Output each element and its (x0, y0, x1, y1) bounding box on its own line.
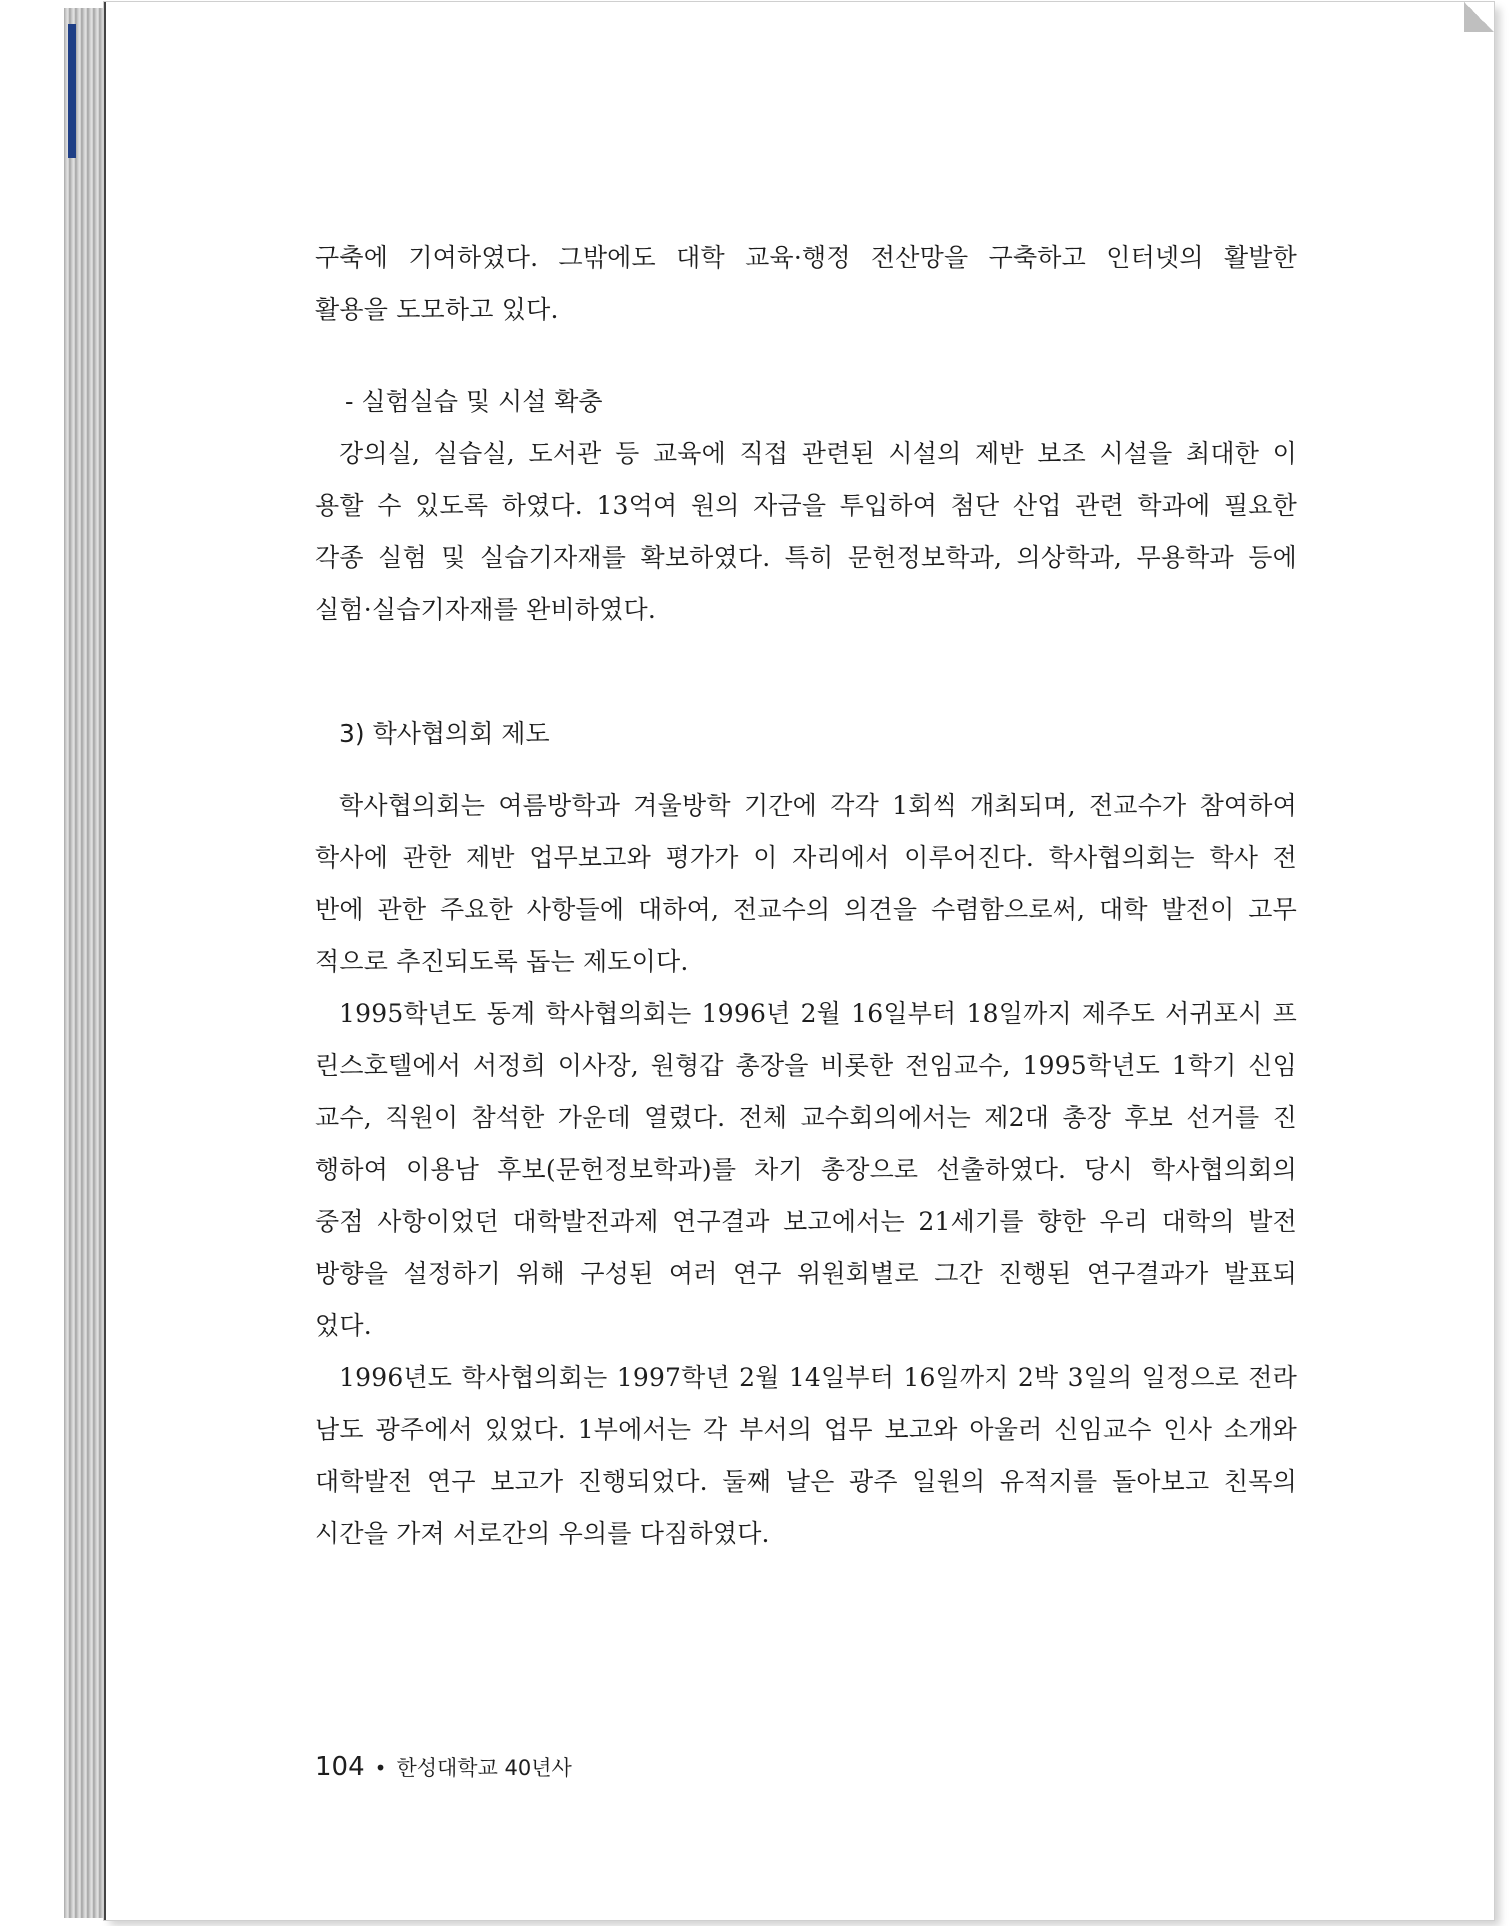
paragraph-line: 활용을 도모하고 있다. (315, 295, 559, 324)
paragraph-line: 행하여 이용남 후보(문헌정보학과)를 차기 총장으로 선출하였다. 당시 학사협의회의 (315, 1155, 1297, 1184)
paragraph-line: 남도 광주에서 있었다. 1부에서는 각 부서의 업무 보고와 아울러 신임교수 인사 소개와 (315, 1415, 1297, 1444)
paragraph-line: 학사협의회는 여름방학과 겨울방학 기간에 각각 1회씩 개최되며, 전교수가 참여하여 (339, 791, 1297, 820)
page-corner-fold (1464, 2, 1494, 32)
page-edge-stack (64, 8, 106, 1918)
paragraph-line: 교수, 직원이 참석한 가운데 열렸다. 전체 교수회의에서는 제2대 총장 후보 선거를 진 (315, 1103, 1297, 1132)
paragraph-line: 1995학년도 동계 학사협의회는 1996년 2월 16일부터 18일까지 제주도 서귀포시 프 (339, 999, 1297, 1028)
paragraph-line: 강의실, 실습실, 도서관 등 교육에 직접 관련된 시설의 제반 보조 시설을 최대한 이 (339, 439, 1297, 468)
page-number: 104 (315, 1752, 365, 1782)
paragraph-line: 중점 사항이었던 대학발전과제 연구결과 보고에서는 21세기를 향한 우리 대학의 발전 (315, 1207, 1297, 1236)
paragraph-line: 린스호텔에서 서정희 이사장, 원형갑 총장을 비롯한 전임교수, 1995학년도 1학기 신임 (315, 1051, 1297, 1080)
paragraph-line: 방향을 설정하기 위해 구성된 여러 연구 위원회별로 그간 진행된 연구결과가 발표되 (315, 1259, 1297, 1288)
sub-heading: - 실험실습 및 시설 확충 (345, 387, 603, 416)
page-footer (315, 1752, 572, 1782)
paragraph-line: 적으로 추진되도록 돕는 제도이다. (315, 947, 689, 976)
footer-separator: • (374, 1756, 387, 1780)
paragraph-line: 반에 관한 주요한 사항들에 대하여, 전교수의 의견을 수렴함으로써, 대학 발전이 고무 (315, 895, 1297, 924)
paragraph-line: 1996년도 학사협의회는 1997학년 2월 14일부터 16일까지 2박 3일의 일정으로 전라 (339, 1363, 1297, 1392)
book-title: 한성대학교 40년사 (396, 1756, 572, 1780)
paragraph-line: 시간을 가져 서로간의 우의를 다짐하였다. (315, 1519, 770, 1548)
page-body (315, 232, 1297, 1560)
section-heading: 3) 학사협의회 제도 (339, 719, 550, 748)
paragraph-line: 구축에 기여하였다. 그밖에도 대학 교육·행정 전산망을 구축하고 인터넷의 활발한 (315, 243, 1297, 272)
bookmark-ribbon (68, 24, 76, 158)
paragraph-line: 대학발전 연구 보고가 진행되었다. 둘째 날은 광주 일원의 유적지를 돌아보고 친목의 (315, 1467, 1297, 1496)
paragraph-line: 각종 실험 및 실습기자재를 확보하였다. 특히 문헌정보학과, 의상학과, 무용학과 등에 (315, 543, 1297, 572)
paragraph-line: 용할 수 있도록 하였다. 13억여 원의 자금을 투입하여 첨단 산업 관련 학과에 필요한 (315, 491, 1297, 520)
paragraph-line: 실험·실습기자재를 완비하였다. (315, 595, 656, 624)
paragraph-line: 었다. (315, 1311, 372, 1340)
paragraph-line: 학사에 관한 제반 업무보고와 평가가 이 자리에서 이루어진다. 학사협의회는 학사 전 (315, 843, 1297, 872)
